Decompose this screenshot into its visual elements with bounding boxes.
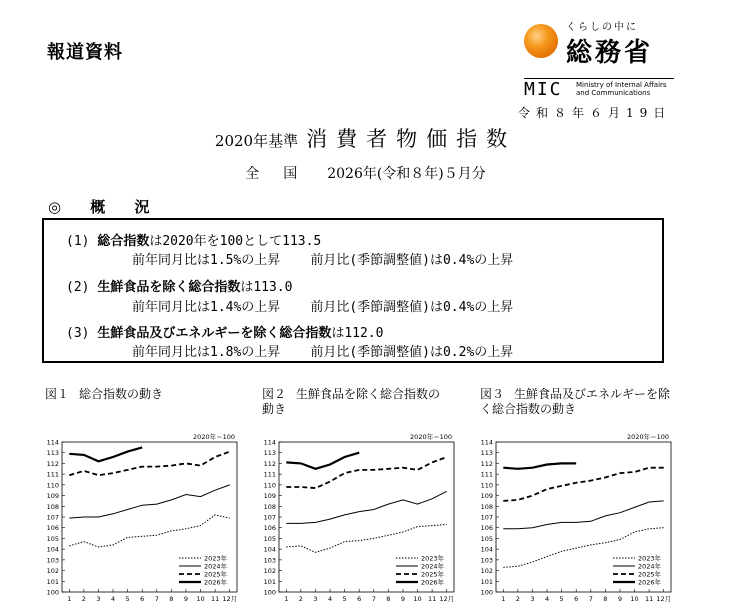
x-tick-label: 1 [67, 595, 72, 603]
summary-mom: 前月比(季節調整値)は0.2%の上昇 [310, 345, 514, 360]
summary-item-2 [66, 276, 292, 295]
summary-box [42, 218, 664, 363]
series-line-2024年 [503, 501, 663, 529]
summary-item-3-detail [132, 341, 513, 360]
summary-yoy: 前年同月比は1.8%の上昇 [132, 345, 281, 360]
x-tick-label: 12月 [439, 595, 455, 603]
summary-item-name: 生鮮食品及びエネルギーを除く総合指数 [97, 326, 332, 341]
x-tick-label: 5 [342, 595, 347, 603]
figure-2-number: 図２ [262, 387, 287, 401]
chart-1 [40, 430, 245, 615]
x-tick-label: 8 [169, 595, 174, 603]
document-title [0, 123, 731, 153]
series-line-2026年 [503, 463, 576, 468]
y-tick-label: 107 [263, 513, 276, 522]
series-line-2025年 [503, 468, 663, 501]
y-tick-label: 111 [46, 470, 59, 479]
legend-label: 2025年 [638, 570, 662, 579]
series-line-2026年 [286, 453, 359, 469]
legend-label: 2026年 [204, 578, 228, 587]
x-tick-label: 9 [617, 595, 623, 603]
ministry-logo [524, 18, 684, 76]
summary-item-2-detail [132, 296, 513, 315]
x-tick-label: 1 [501, 595, 506, 603]
y-tick-label: 106 [263, 524, 276, 533]
y-tick-label: 114 [480, 438, 493, 447]
x-tick-label: 1 [284, 595, 289, 603]
y-tick-label: 104 [480, 545, 493, 554]
figure-3-title: 生鮮食品及びエネルギーを除く総合指数の動き [480, 387, 671, 416]
y-tick-label: 101 [46, 577, 59, 586]
subtitle-period: 2026年(令和８年)５月分 [327, 166, 486, 182]
legend-label: 2024年 [421, 562, 445, 571]
legend-label: 2026年 [638, 578, 662, 587]
y-tick-label: 110 [46, 481, 59, 490]
summary-item-3 [66, 322, 383, 341]
summary-item-name: 総合指数 [97, 234, 150, 249]
summary-item-text: は113.0 [240, 280, 293, 295]
legend-label: 2025年 [421, 570, 445, 579]
x-tick-label: 9 [183, 595, 189, 603]
series-line-2025年 [69, 452, 229, 476]
y-tick-label: 106 [46, 524, 59, 533]
x-tick-label: 12月 [656, 595, 672, 603]
x-tick-label: 9 [400, 595, 406, 603]
y-tick-label: 108 [480, 502, 493, 511]
summary-item-number: (3) [66, 326, 90, 341]
title-main: 消費者物価指数 [306, 127, 517, 151]
y-tick-label: 110 [480, 481, 493, 490]
subtitle-country: 全国 [245, 166, 322, 182]
x-tick-label: 11 [210, 595, 220, 603]
y-tick-label: 112 [480, 459, 493, 468]
y-tick-label: 103 [46, 556, 59, 565]
title-base-year: 2020年基準 [214, 132, 299, 150]
x-tick-label: 2 [81, 595, 86, 603]
x-tick-label: 10 [196, 595, 205, 603]
legend-label: 2026年 [421, 578, 445, 587]
x-tick-label: 4 [327, 595, 333, 603]
y-tick-label: 112 [46, 459, 59, 468]
y-tick-label: 109 [46, 492, 59, 501]
legend-label: 2024年 [204, 562, 228, 571]
document-subtitle [0, 163, 731, 183]
press-release-label: 報道資料 [47, 42, 123, 63]
summary-item-text: は2020年を100として113.5 [149, 234, 322, 249]
x-tick-label: 10 [413, 595, 422, 603]
x-tick-label: 11 [427, 595, 437, 603]
summary-mom: 前月比(季節調整値)は0.4%の上昇 [310, 300, 514, 315]
legend-label: 2023年 [421, 554, 445, 563]
y-tick-label: 104 [46, 545, 59, 554]
y-tick-label: 108 [46, 502, 59, 511]
x-tick-label: 3 [530, 595, 535, 603]
figure-3-caption [480, 387, 675, 417]
figure-1-caption [45, 387, 245, 402]
y-tick-label: 102 [480, 567, 493, 576]
y-tick-label: 113 [263, 449, 276, 458]
legend-label: 2025年 [204, 570, 228, 579]
y-tick-label: 104 [263, 545, 276, 554]
y-tick-label: 103 [480, 556, 493, 565]
mic-subtitle-2: and Communications [576, 89, 651, 97]
y-tick-label: 114 [46, 438, 59, 447]
y-tick-label: 113 [46, 449, 59, 458]
x-tick-label: 4 [544, 595, 550, 603]
x-tick-label: 4 [110, 595, 116, 603]
y-tick-label: 107 [480, 513, 493, 522]
summary-item-number: (2) [66, 280, 90, 295]
summary-item-name: 生鮮食品を除く総合指数 [97, 280, 241, 295]
y-tick-label: 110 [263, 481, 276, 490]
y-tick-label: 100 [263, 588, 276, 597]
x-tick-label: 12月 [222, 595, 238, 603]
y-tick-label: 108 [263, 502, 276, 511]
chart-3 [474, 430, 679, 615]
logo-name: 総務省 [566, 38, 654, 68]
y-tick-label: 111 [263, 470, 276, 479]
series-line-2026年 [69, 447, 142, 461]
y-tick-label: 103 [263, 556, 276, 565]
y-tick-label: 106 [480, 524, 493, 533]
legend-label: 2024年 [638, 562, 662, 571]
figure-2-title: 生鮮食品を除く総合指数の動き [262, 387, 441, 416]
y-tick-label: 105 [480, 534, 493, 543]
y-tick-label: 111 [480, 470, 493, 479]
x-tick-label: 7 [371, 595, 376, 603]
x-tick-label: 3 [96, 595, 101, 603]
base-note: 2020年＝100 [410, 433, 452, 441]
legend-label: 2023年 [204, 554, 228, 563]
figure-1-number: 図１ [45, 387, 70, 401]
x-tick-label: 10 [630, 595, 639, 603]
x-tick-label: 5 [125, 595, 130, 603]
summary-mom: 前月比(季節調整値)は0.4%の上昇 [310, 253, 514, 268]
x-tick-label: 11 [644, 595, 654, 603]
x-tick-label: 5 [559, 595, 564, 603]
x-tick-label: 6 [574, 595, 579, 603]
release-date: 令和８年６月19日 [518, 106, 672, 120]
x-tick-label: 6 [357, 595, 362, 603]
y-tick-label: 114 [263, 438, 276, 447]
series-line-2025年 [286, 457, 446, 488]
mic-subtitle-1: Ministry of Internal Affairs [576, 81, 667, 89]
chart-2 [257, 430, 462, 615]
logo-tagline: くらしの中に [566, 22, 638, 33]
base-note: 2020年＝100 [193, 433, 235, 441]
y-tick-label: 102 [46, 567, 59, 576]
overview-heading: ◎ 概 況 [48, 198, 162, 216]
summary-item-number: (1) [66, 234, 90, 249]
x-tick-label: 7 [588, 595, 593, 603]
summary-item-1 [66, 230, 321, 249]
y-tick-label: 107 [46, 513, 59, 522]
x-tick-label: 2 [298, 595, 303, 603]
y-tick-label: 109 [263, 492, 276, 501]
legend-label: 2023年 [638, 554, 662, 563]
x-tick-label: 8 [386, 595, 391, 603]
series-line-2023年 [286, 525, 446, 553]
summary-item-text: は112.0 [331, 326, 384, 341]
x-tick-label: 6 [140, 595, 145, 603]
figure-2-caption [262, 387, 452, 417]
figure-3-number: 図３ [480, 387, 505, 401]
x-tick-label: 2 [515, 595, 520, 603]
summary-yoy: 前年同月比は1.5%の上昇 [132, 253, 281, 268]
series-line-2024年 [69, 485, 229, 518]
y-tick-label: 105 [263, 534, 276, 543]
x-tick-label: 3 [313, 595, 318, 603]
x-tick-label: 7 [154, 595, 159, 603]
figure-1-title: 総合指数の動き [79, 387, 164, 401]
y-tick-label: 109 [480, 492, 493, 501]
y-tick-label: 101 [480, 577, 493, 586]
base-note: 2020年＝100 [627, 433, 669, 441]
y-tick-label: 100 [480, 588, 493, 597]
y-tick-label: 101 [263, 577, 276, 586]
y-tick-label: 100 [46, 588, 59, 597]
summary-item-1-detail [132, 249, 513, 268]
y-tick-label: 112 [263, 459, 276, 468]
x-tick-label: 8 [603, 595, 608, 603]
mic-mark [524, 78, 694, 102]
summary-yoy: 前年同月比は1.4%の上昇 [132, 300, 281, 315]
series-line-2024年 [286, 491, 446, 523]
y-tick-label: 105 [46, 534, 59, 543]
y-tick-label: 113 [480, 449, 493, 458]
logo-emblem-icon [524, 24, 558, 58]
mic-text: MIC [524, 79, 563, 100]
y-tick-label: 102 [263, 567, 276, 576]
series-line-2023年 [69, 515, 229, 547]
